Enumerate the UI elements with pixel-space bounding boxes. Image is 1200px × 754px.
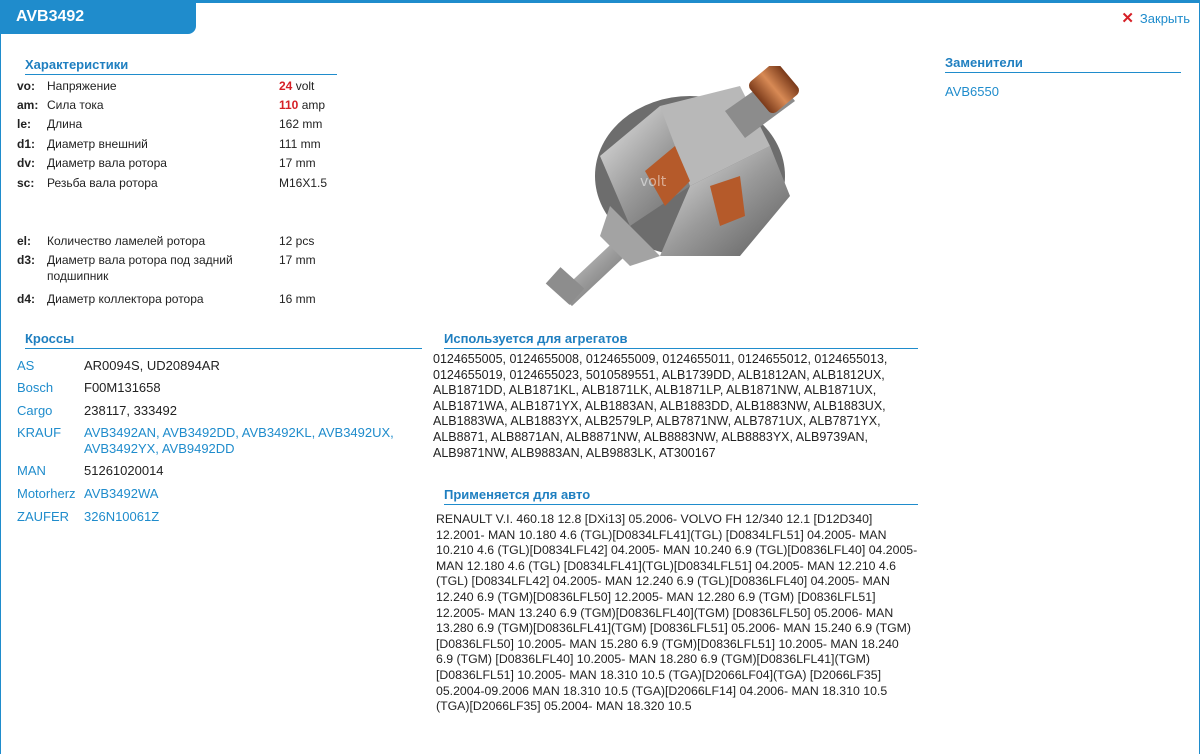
- cross-brand-link[interactable]: Motorherz: [17, 486, 76, 501]
- product-title-tab: [0, 0, 196, 34]
- units-title: Используется для агрегатов: [444, 331, 918, 349]
- voltage-value: 24: [279, 79, 293, 93]
- close-icon: ✕: [1121, 10, 1134, 27]
- replacements-title: Заменители: [945, 55, 1181, 73]
- cross-numbers-link[interactable]: AVB3492AN, AVB3492DD, AVB3492KL, AVB3492UX, AVB3492YX, AVB9492DD: [84, 425, 394, 456]
- vehicles-title: Применяется для авто: [444, 487, 918, 505]
- close-label: Закрыть: [1139, 11, 1190, 26]
- product-title: AVB3492: [16, 8, 85, 25]
- current-value: 110: [279, 98, 299, 112]
- crosses-title: Кроссы: [25, 331, 422, 349]
- units-list: 0124655005, 0124655008, 0124655009, 0124655011, 0124655012, 0124655013, 0124655019, 0124655023, 5010589551, ALB1739DD, ALB1812AN, ALB1812UX, ALB1871DD, ALB1871KL, ALB1871LK, ALB1871LP, ALB1871NW, ALB1871UX, ALB1871WA, ALB1871YX, ALB1883AN, ALB1883DD, ALB1883NW, ALB1883UX, ALB1883WA, ALB1883YX, ALB2579LP, ALB7871NW, ALB7871UX, ALB7871YX, ALB8871, ALB8871AN, ALB8871NW, ALB8883NW, ALB8883YX, ALB9739AN, ALB9871NW, ALB9883AN, ALB9883LK, AT300167: [433, 352, 888, 460]
- cross-numbers-link[interactable]: AVB3492WA: [84, 486, 159, 501]
- cross-numbers-link[interactable]: 326N10061Z: [84, 509, 160, 524]
- vehicles-list: RENAULT V.I. 460.18 12.8 [DXi13] 05.2006- VOLVO FH 12/340 12.1 [D12D340] 12.2001- MAN 10.180 4.6 (TGL)[D0834LFL41](TGL) [D0834LFL51] 04.2005- MAN 10.210 4.6 (TGL)[D0834LFL42] 04.2005- MAN 10.240 6.9 (TGL)[D0836LFL40] 04.2005- MAN 12.180 4.6 (TGL) [D0834LFL41](TGL)[D0834LFL51] 04.2005- MAN 12.210 4.6 (TGL) [D0834LFL42] 04.2005- MAN 12.240 6.9 (TGL)[D0836LFL40] 04.2005- MAN 12.240 6.9 (TGM)[D0836LFL50] 12.2005- MAN 12.280 6.9 (TGM) [D0836LFL51] 12.2005- MAN 13.240 6.9 (TGM)[D0836LFL40](TGM) [D0836LFL50] 05.2006- MAN 13.280 6.9 (TGM)[D0836LFL41](TGM) [D0836LFL51] 05.2006- MAN 15.240 6.9 (TGM)[D0836LFL50] 10.2005- MAN 15.280 6.9 (TGM)[D0836LFL51] 10.2005- MAN 18.240 6.9 (TGM) [D0836LFL40] 10.2005- MAN 18.280 6.9 (TGM)[D0836LFL41](TGM) [D0836LFL51] 10.2005- MAN 18.310 10.5 (TGA)[D2066LF04](TGA) [D2066LF35] 05.2004-09.2006 MAN 18.310 10.5 (TGA)[D2066LF14] 04.2006- MAN 18.310 10.5 (TGA)[D2066LF35] 05.2004- MAN 18.320 10.5: [436, 512, 918, 714]
- replacement-link[interactable]: AVB6550: [945, 84, 999, 99]
- rotor-photo: [540, 66, 820, 314]
- cross-brand-link[interactable]: KRAUF: [17, 425, 62, 440]
- cross-brand-link[interactable]: ZAUFER: [17, 509, 69, 524]
- cross-brand-link[interactable]: Cargo: [17, 403, 53, 418]
- cross-brand-link[interactable]: AS: [17, 358, 35, 373]
- close-button[interactable]: [1121, 9, 1190, 27]
- cross-brand-link[interactable]: MAN: [17, 463, 46, 478]
- cross-brand-link[interactable]: Bosch: [17, 380, 54, 395]
- svg-text:volt: volt: [640, 174, 667, 190]
- specs-title: Характеристики: [25, 57, 337, 75]
